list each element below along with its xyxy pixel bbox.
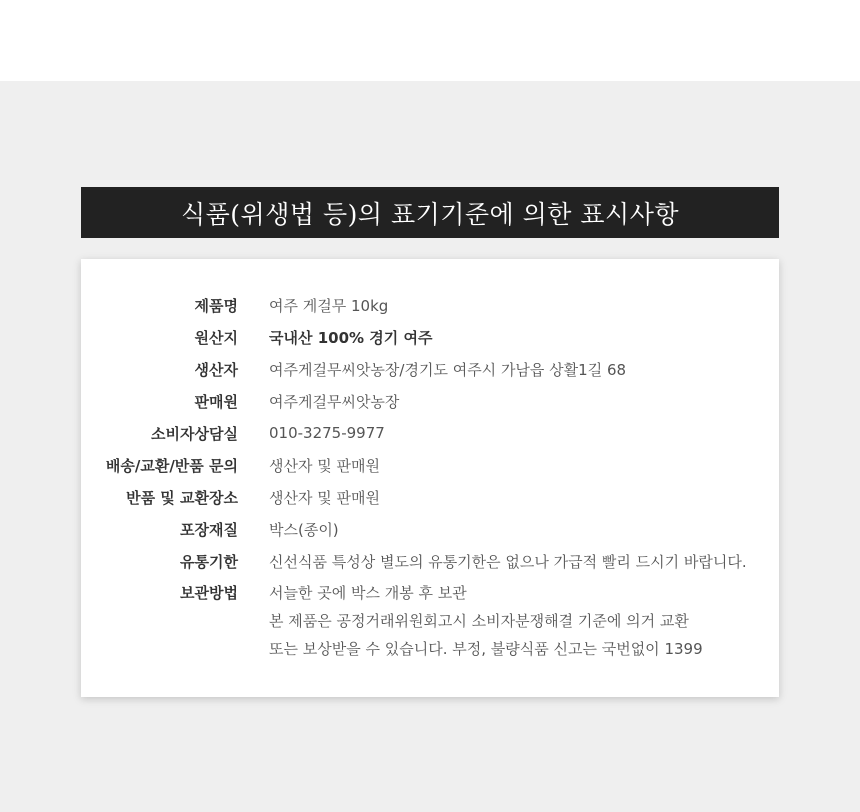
value-expiry: 신선식품 특성상 별도의 유통기한은 없으나 가급적 빨리 드시기 바랍니다. (269, 552, 747, 571)
row-consumer-center (81, 417, 779, 449)
row-packaging (81, 513, 779, 545)
row-product-name (81, 289, 779, 321)
section-title: 식품(위생법 등)의 표기기준에 의한 표시사항 (81, 187, 779, 238)
value-delivery-inquiry: 생산자 및 판매원 (269, 456, 380, 475)
value-consumer-center: 010-3275-9977 (269, 424, 385, 442)
storage-line-2: 본 제품은 공정거래위원회고시 소비자분쟁해결 기준에 의거 교환 (269, 612, 689, 630)
label-delivery-inquiry: 배송/교환/반품 문의 (105, 456, 238, 475)
label-product-name: 제품명 (194, 296, 238, 315)
value-producer: 여주게걸무씨앗농장/경기도 여주시 가남읍 상활1길 68 (269, 360, 627, 379)
label-seller: 판매원 (194, 392, 238, 411)
value-packaging: 박스(종이) (269, 520, 339, 539)
row-return-place (81, 481, 779, 513)
label-return-place: 반품 및 교환장소 (126, 488, 238, 507)
label-packaging: 포장재질 (180, 520, 238, 539)
row-origin (81, 321, 779, 353)
value-product-name: 여주 게걸무 10kg (269, 296, 389, 315)
label-storage: 보관방법 (180, 584, 238, 602)
row-producer (81, 353, 779, 385)
value-return-place: 생산자 및 판매원 (269, 488, 380, 507)
value-storage (269, 579, 703, 663)
label-producer: 생산자 (194, 360, 238, 379)
row-storage (81, 577, 779, 661)
value-seller: 여주게걸무씨앗농장 (269, 392, 400, 411)
label-origin: 원산지 (194, 328, 238, 347)
storage-line-1: 서늘한 곳에 박스 개봉 후 보관 (269, 584, 467, 602)
row-seller (81, 385, 779, 417)
row-expiry (81, 545, 779, 577)
top-white-band (0, 0, 860, 81)
product-info-card (81, 259, 779, 697)
label-expiry: 유통기한 (180, 552, 238, 571)
row-delivery-inquiry (81, 449, 779, 481)
storage-line-3: 또는 보상받을 수 있습니다. 부정, 불량식품 신고는 국번없이 1399 (269, 640, 703, 658)
label-consumer-center: 소비자상담실 (151, 424, 238, 443)
value-origin: 국내산 100% 경기 여주 (269, 328, 433, 347)
